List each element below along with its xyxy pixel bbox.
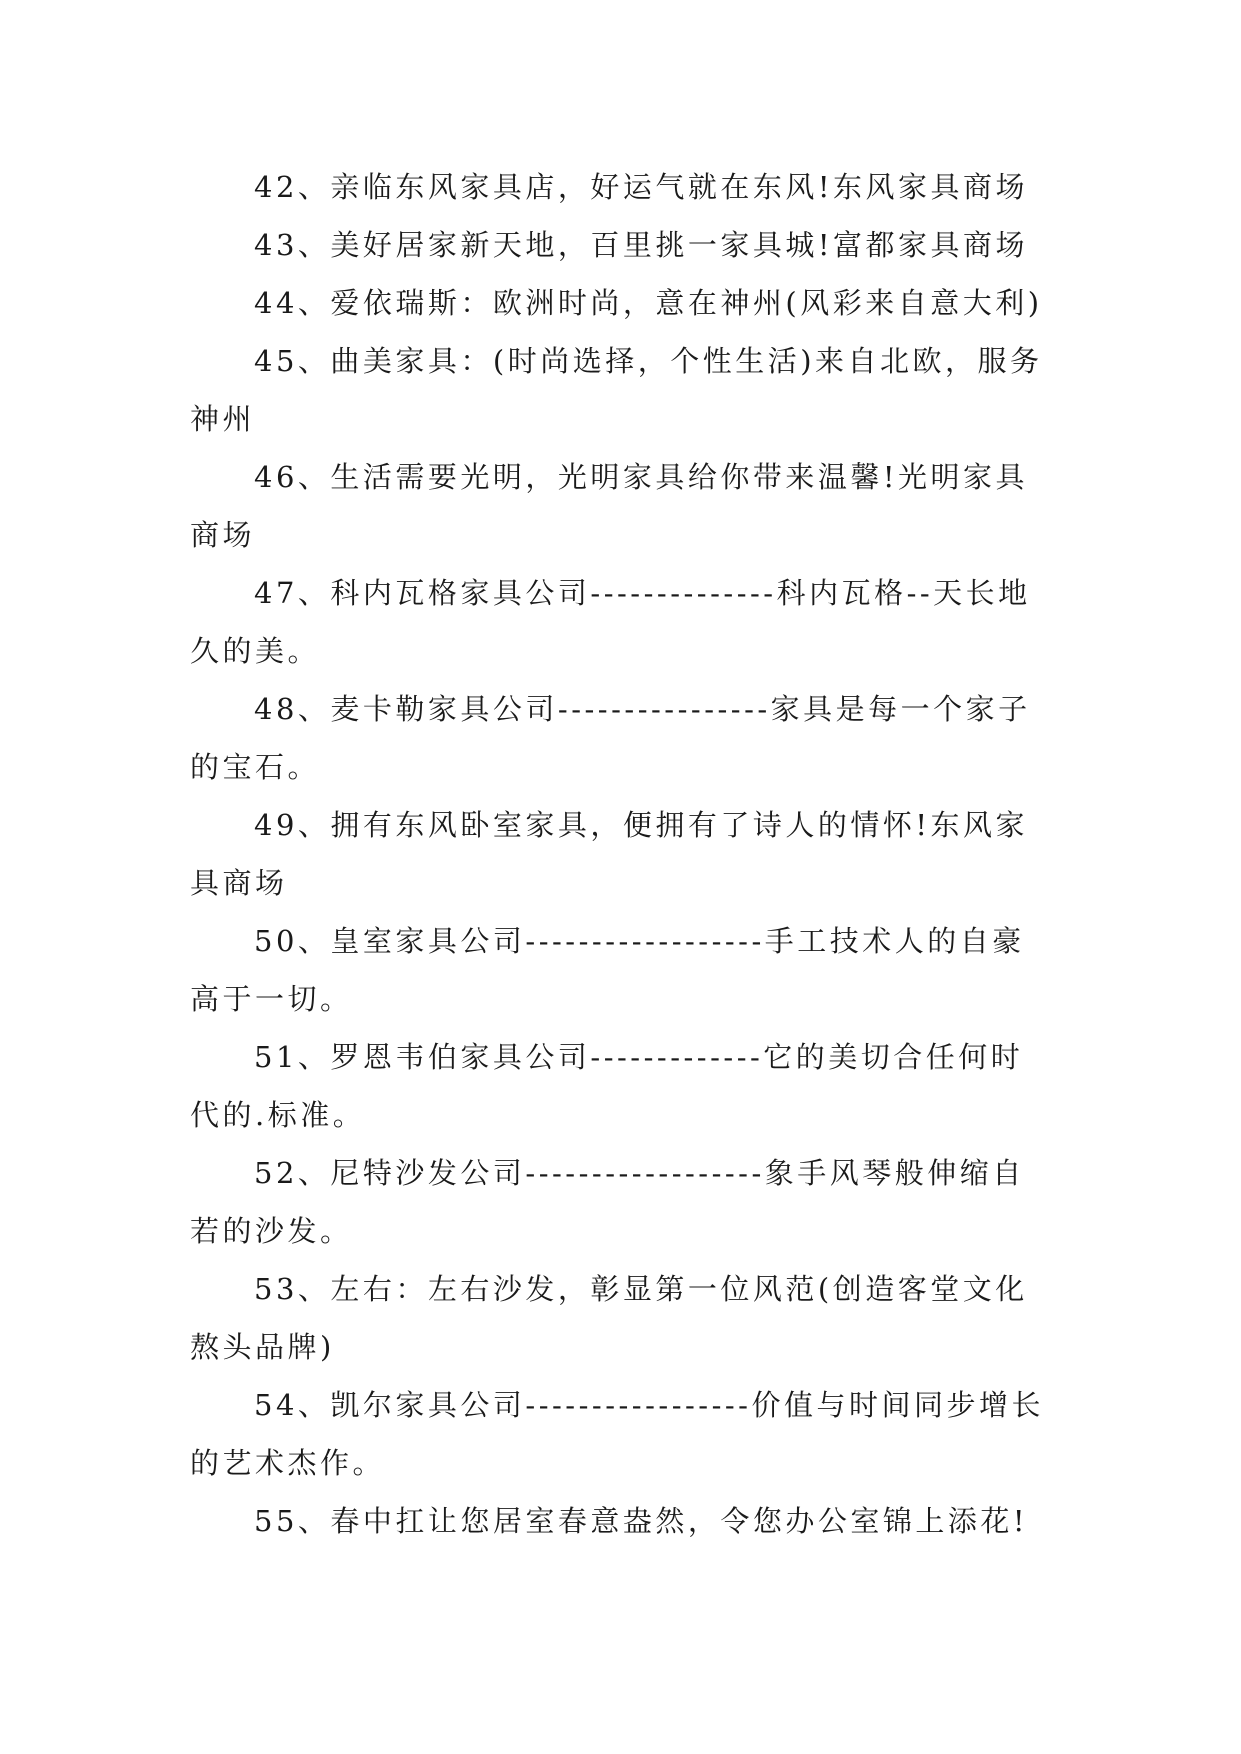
slogan-paragraph-52: 52、尼特沙发公司------------------象手风琴般伸缩自若的沙发。 bbox=[190, 1156, 1025, 1248]
slogan-paragraph-54: 54、凯尔家具公司-----------------价值与时间同步增长的艺术杰作。 bbox=[190, 1388, 1044, 1480]
slogan-paragraph-42: 42、亲临东风家具店，好运气就在东风!东风家具商场 bbox=[254, 170, 1029, 204]
slogan-paragraph-47: 47、科内瓦格家具公司--------------科内瓦格--天长地久的美。 bbox=[190, 576, 1031, 668]
slogan-paragraph-44: 44、爱依瑞斯：欧洲时尚，意在神州(风彩来自意大利) bbox=[254, 286, 1043, 320]
slogan-paragraph-49: 49、拥有东风卧室家具，便拥有了诗人的情怀!东风家具商场 bbox=[190, 808, 1029, 900]
slogan-paragraph-43: 43、美好居家新天地，百里挑一家具城!富都家具商场 bbox=[254, 228, 1029, 262]
slogan-paragraph-46: 46、生活需要光明，光明家具给你带来温馨!光明家具商场 bbox=[190, 460, 1029, 552]
slogan-paragraph-50: 50、皇室家具公司------------------手工技术人的自豪高于一切。 bbox=[190, 924, 1025, 1016]
slogan-paragraph-48: 48、麦卡勒家具公司----------------家具是每一个家子的宝石。 bbox=[190, 692, 1031, 784]
slogan-paragraph-45: 45、曲美家具：(时尚选择，个性生活)来自北欧，服务神州 bbox=[190, 344, 1043, 436]
slogan-paragraph-53: 53、左右：左右沙发，彰显第一位风范(创造客堂文化熬头品牌) bbox=[190, 1272, 1028, 1364]
slogan-paragraph-51: 51、罗恩韦伯家具公司-------------它的美切合任何时代的.标准。 bbox=[190, 1040, 1024, 1132]
slogan-list bbox=[190, 158, 1048, 1550]
slogan-paragraph-55: 55、春中扛让您居室春意盎然，令您办公室锦上添花! bbox=[254, 1504, 1029, 1538]
